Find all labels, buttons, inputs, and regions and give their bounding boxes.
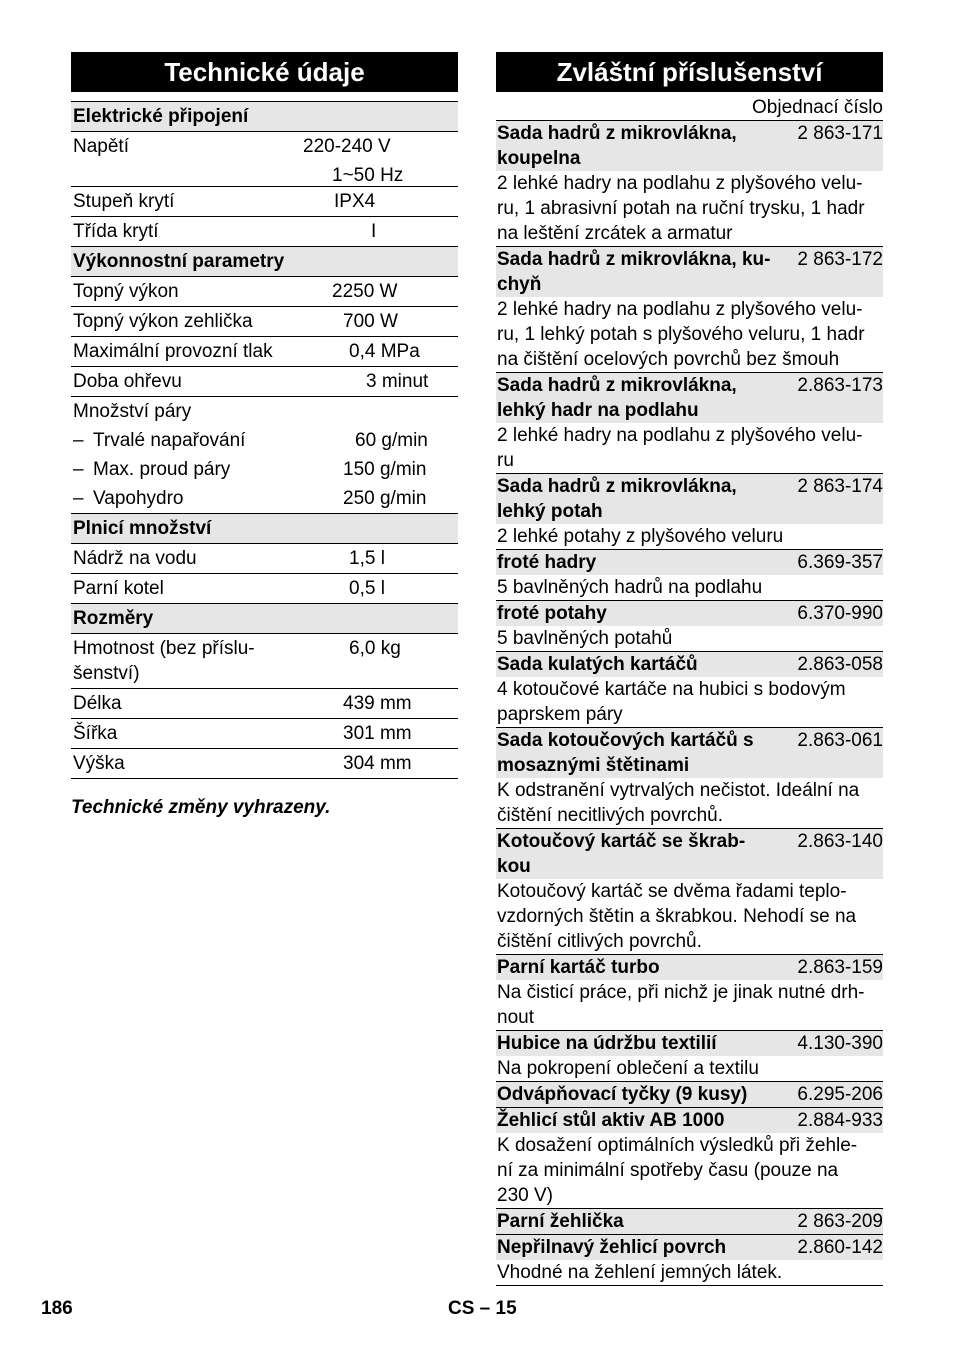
accessory-name: Sada hadrů z mikrovlákna, lehký hadr na podlahu <box>497 375 737 421</box>
accessory-name: Kotoučový kartáč se škrab- kou <box>497 831 746 877</box>
order-number: 2.860-142 <box>797 1237 883 1258</box>
accessory-description: Na čisticí práce, při nichž je jinak nutné drh- nout <box>496 980 883 1031</box>
order-number: 6.295-206 <box>797 1084 883 1105</box>
spec-row <box>71 719 458 749</box>
spec-label: Třída krytí <box>73 221 159 242</box>
accessory-description: K dosažení optimálních výsledků při žehle- ní za minimální spotřeby času (pouze na 230 V) <box>496 1133 883 1209</box>
order-number: 2.863-159 <box>797 957 883 978</box>
accessories-column <box>496 52 883 1286</box>
spec-label: Šířka <box>73 723 118 744</box>
accessory-name: Žehlicí stůl aktiv AB 1000 <box>497 1110 725 1131</box>
accessory-item <box>496 121 883 247</box>
accessory-header <box>496 728 883 778</box>
spec-spacer <box>73 159 293 184</box>
spec-value: 304 mm <box>343 753 412 774</box>
spec-row <box>71 749 458 779</box>
spec-row <box>71 337 458 367</box>
section-heading: Plnicí množství <box>71 514 458 544</box>
accessory-item <box>496 601 883 652</box>
accessory-description: 2 lehké hadry na podlahu z plyšového velu- ru, 1 lehký potah s plyšového veluru, 1 hadr na čištění ocelových povrchů bez šmouh <box>496 297 883 373</box>
order-number: 2 863-174 <box>797 476 883 497</box>
accessory-name: Sada hadrů z mikrovlákna, lehký potah <box>497 476 737 522</box>
accessory-description: 4 kotoučové kartáče na hubici s bodovým paprskem páry <box>496 677 883 728</box>
accessory-name: Parní žehlička <box>497 1211 624 1232</box>
steam-row <box>71 484 458 514</box>
spec-label-cont: šenství) <box>73 663 140 684</box>
spec-row <box>71 217 458 247</box>
accessory-item <box>496 955 883 1031</box>
accessory-name: froté potahy <box>497 603 607 624</box>
spec-row <box>71 307 458 337</box>
spec-value: 250 g/min <box>343 488 427 509</box>
technical-data-column <box>71 52 458 818</box>
technical-data-title: Technické údaje <box>71 52 458 92</box>
spec-label: Topný výkon <box>73 281 179 302</box>
spec-value: 0,4 MPa <box>349 341 420 362</box>
spec-value: 1,5 l <box>349 548 385 569</box>
spec-value: 2250 W <box>332 281 398 302</box>
spec-label: Doba ohřevu <box>73 371 182 392</box>
spec-row <box>71 367 458 397</box>
spec-value-2: 1~50 Hz <box>332 165 404 186</box>
accessory-item <box>496 1082 883 1108</box>
accessory-name: Nepřilnavý žehlicí povrch <box>497 1237 727 1258</box>
spec-label: Parní kotel <box>73 578 164 599</box>
section-heading: Elektrické připojení <box>71 102 458 132</box>
accessory-name: Sada hadrů z mikrovlákna, koupelna <box>497 123 737 169</box>
spec-value: IPX4 <box>334 191 376 212</box>
section-page-label: CS – 15 <box>448 1298 517 1319</box>
accessory-description: Na pokropení oblečení a textilu <box>496 1056 883 1082</box>
accessory-item <box>496 247 883 373</box>
accessory-header <box>496 373 883 423</box>
spec-label: Vapohydro <box>93 488 184 509</box>
spec-label: Množství páry <box>73 401 192 422</box>
accessory-header <box>496 1082 883 1107</box>
spec-row <box>71 187 458 217</box>
accessory-header <box>496 1031 883 1056</box>
spec-label: Stupeň krytí <box>73 191 175 212</box>
spec-value: 3 minut <box>366 371 429 392</box>
accessory-header <box>496 550 883 575</box>
accessories-list <box>496 120 883 1286</box>
accessory-name: Odvápňovací tyčky (9 kusy) <box>497 1084 748 1105</box>
order-number-header: Objednací číslo <box>752 97 883 118</box>
spec-row <box>71 277 458 307</box>
spec-label: Výška <box>73 753 125 774</box>
order-number: 2 863-171 <box>797 123 883 144</box>
accessory-header <box>496 247 883 297</box>
accessory-header <box>496 829 883 879</box>
accessories-title: Zvláštní příslušenství <box>496 52 883 92</box>
order-number: 2.863-173 <box>797 375 883 396</box>
accessory-item <box>496 1108 883 1209</box>
dash: – <box>73 459 84 480</box>
accessory-name: Sada hadrů z mikrovlákna, ku- chyň <box>497 249 771 295</box>
steam-label-row <box>71 397 458 426</box>
accessory-header <box>496 1108 883 1133</box>
order-number: 2.863-058 <box>797 654 883 675</box>
accessory-item <box>496 474 883 550</box>
spec-row <box>71 544 458 574</box>
spec-value: 150 g/min <box>343 459 427 480</box>
page-number: 186 <box>41 1298 73 1319</box>
spec-value: 220-240 V <box>303 136 391 157</box>
accessory-description: 2 lehké potahy z plyšového veluru <box>496 524 883 550</box>
accessory-item <box>496 373 883 474</box>
accessory-description: 2 lehké hadry na podlahu z plyšového velu- ru <box>496 423 883 474</box>
section-heading: Výkonnostní parametry <box>71 247 458 277</box>
accessory-header <box>496 955 883 980</box>
accessory-name: Hubice na údržbu textilií <box>497 1033 717 1054</box>
accessory-header <box>496 601 883 626</box>
spec-value: 0,5 l <box>349 578 385 599</box>
accessory-item <box>496 1235 883 1286</box>
order-number: 2.863-140 <box>797 831 883 852</box>
accessory-header <box>496 121 883 171</box>
accessory-name: froté hadry <box>497 552 597 573</box>
order-number: 2.863-061 <box>797 730 883 751</box>
accessory-description: Kotoučový kartáč se dvěma řadami teplo- vzdorných štětin a škrabkou. Nehodí se na čištění citlivých povrchů. <box>496 879 883 955</box>
steam-row <box>71 426 458 455</box>
technical-changes-note: Technické změny vyhrazeny. <box>71 797 331 818</box>
accessory-name: Sada kulatých kartáčů <box>497 654 698 675</box>
order-number: 2 863-172 <box>797 249 883 270</box>
spec-row <box>71 689 458 719</box>
accessory-header <box>496 652 883 677</box>
spec-label: Délka <box>73 693 122 714</box>
accessory-header <box>496 1209 883 1234</box>
spec-value: 439 mm <box>343 693 412 714</box>
technical-data-table <box>71 101 458 779</box>
accessory-item <box>496 652 883 728</box>
steam-row <box>71 455 458 484</box>
dash: – <box>73 430 84 451</box>
spec-label: Trvalé napařování <box>93 430 246 451</box>
spec-value: 60 g/min <box>355 430 428 451</box>
section-heading: Rozměry <box>71 604 458 634</box>
accessory-item <box>496 829 883 955</box>
accessory-item <box>496 550 883 601</box>
spec-label: Hmotnost (bez příslu- <box>73 638 255 659</box>
accessory-description: K odstranění vytrvalých nečistot. Ideální na čištění necitlivých povrchů. <box>496 778 883 829</box>
spec-label: Topný výkon zehlička <box>73 311 253 332</box>
accessory-description: 5 bavlněných potahů <box>496 626 883 652</box>
spec-value: I <box>371 221 377 242</box>
order-number: 2.884-933 <box>797 1110 883 1131</box>
accessory-description: 5 bavlněných hadrů na podlahu <box>496 575 883 601</box>
spec-row <box>71 132 458 187</box>
spec-row <box>71 634 458 689</box>
accessory-description: 2 lehké hadry na podlahu z plyšového velu- ru, 1 abrasivní potah na ruční trysku, 1 hadr na leštění zrcátek a armatur <box>496 171 883 247</box>
order-number: 4.130-390 <box>797 1033 883 1054</box>
accessory-item <box>496 1031 883 1082</box>
spec-label: Maximální provozní tlak <box>73 341 273 362</box>
accessory-header <box>496 474 883 524</box>
accessory-item <box>496 1209 883 1235</box>
dash: – <box>73 488 84 509</box>
spec-value: 700 W <box>343 311 398 332</box>
order-number: 2 863-209 <box>797 1211 883 1232</box>
accessory-header <box>496 1235 883 1260</box>
spec-value: 301 mm <box>343 723 412 744</box>
spec-value: 6,0 kg <box>349 638 401 659</box>
accessory-name: Sada kotoučových kartáčů s mosaznými štětinami <box>497 730 754 776</box>
accessory-description: Vhodné na žehlení jemných látek. <box>496 1260 883 1286</box>
order-number: 6.369-357 <box>797 552 883 573</box>
spec-label: Nádrž na vodu <box>73 548 197 569</box>
spec-label: Max. proud páry <box>93 459 231 480</box>
accessory-name: Parní kartáč turbo <box>497 957 660 978</box>
spec-label: Napětí <box>73 136 129 157</box>
accessory-item <box>496 728 883 829</box>
spec-row <box>71 574 458 604</box>
order-number: 6.370-990 <box>797 603 883 624</box>
